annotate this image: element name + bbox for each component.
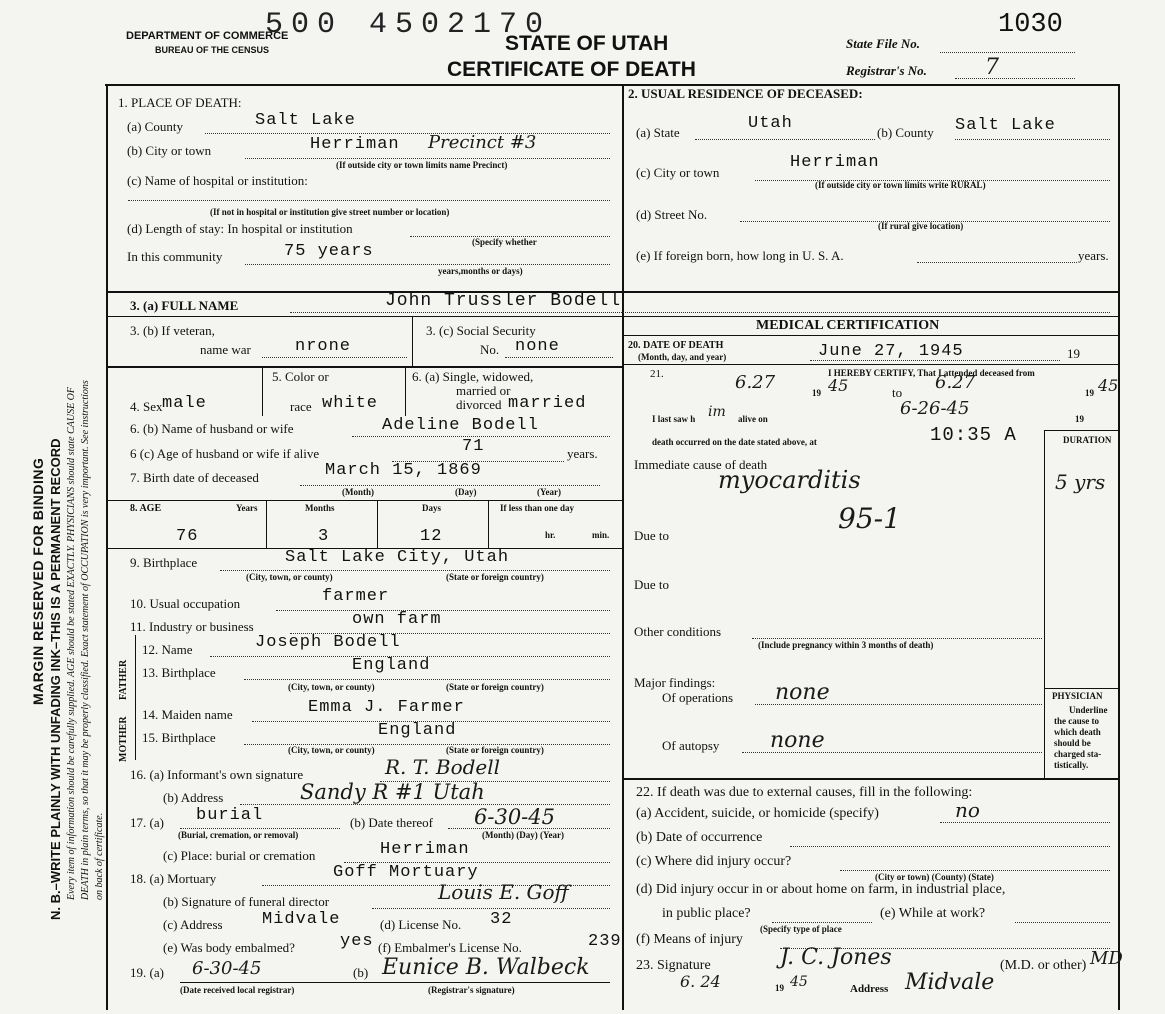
hr-label: hr. (545, 530, 556, 540)
ext-sig-yr: 45 (790, 974, 808, 990)
row-divider-name (108, 316, 1118, 317)
mother-bp-note-1: (City, town, or county) (288, 745, 375, 755)
dod: June 27, 1945 (818, 342, 964, 361)
last-saw-date: 6-26-45 (900, 398, 970, 419)
other-label: Other conditions (634, 624, 722, 639)
registrar-no-line (955, 78, 1075, 79)
director-label: (b) Signature of funeral director (163, 894, 330, 909)
ext-f-label: (f) Means of injury (636, 932, 743, 947)
to-19: 19 (1085, 388, 1094, 398)
last-saw-hw: im (708, 404, 726, 420)
dod-19: 19 (1067, 346, 1080, 361)
mother-name-label: 14. Maiden name (142, 707, 233, 722)
birth-d: (Day) (455, 487, 477, 497)
physician-top (1044, 688, 1118, 689)
to-label: to (892, 385, 903, 400)
embalmed: yes (340, 932, 374, 951)
birth: March 15, 1869 (325, 461, 482, 480)
father-tag: FATHER (118, 659, 129, 700)
age-box-top (108, 500, 622, 501)
mother-name: Emma J. Farmer (308, 698, 465, 717)
race: white (322, 394, 379, 413)
burial-date-note: (Month) (Day) (Year) (482, 830, 564, 840)
res-city: Herriman (790, 153, 880, 172)
marital-label-3: divorced (456, 397, 502, 412)
phys-note-5: tistically. (1054, 760, 1089, 770)
due-1-label: Due to (634, 528, 670, 543)
ext-a-label: (a) Accident, suicide, or homicide (specify) (636, 806, 879, 821)
fullname: John Trussler Bodell (385, 291, 622, 311)
burial-label: 17. (a) (130, 815, 164, 830)
margin-nb-text: N. B.–WRITE PLAINLY WITH UNFADING INK–THIS IS A PERMANENT RECORD (48, 438, 63, 920)
from-date: 6.27 (735, 372, 776, 393)
received-note-2: (Registrar's signature) (428, 985, 515, 995)
ext-e-label: (e) While at work? (880, 906, 986, 921)
certificate-number: 500 4502170 (265, 8, 552, 42)
registrar-number: 7 (985, 55, 999, 80)
bp-note-1: (City, town, or county) (246, 572, 333, 582)
other-note: (Include pregnancy within 3 months of death) (758, 640, 934, 650)
sex: male (162, 394, 207, 413)
bp-note-2: (State or foreign country) (446, 572, 544, 582)
age-div2 (377, 500, 378, 548)
res-foreign-years: years. (1078, 248, 1109, 263)
embalmed-label: (e) Was body embalmed? (163, 940, 295, 955)
marital-label-1: 6. (a) Single, widowed, (412, 369, 534, 384)
ext-d-note: (Specify type of place (760, 924, 842, 934)
time-label: death occurred on the date stated above, at (652, 437, 817, 447)
years-label: Years (236, 503, 258, 513)
ext-sig-date: 6. 24 (680, 972, 721, 991)
burial-date: 6-30-45 (474, 805, 555, 829)
received-label: 19. (a) (130, 965, 164, 980)
burial: burial (196, 806, 264, 825)
margin-instructions-3: on back of certificate. (94, 812, 105, 900)
informant-sig-label: 16. (a) Informant's own signature (130, 767, 304, 782)
ext-md: (M.D. or other) (1000, 958, 1087, 973)
pod-precinct: Precinct #3 (428, 132, 537, 153)
burial-note: (Burial, cremation, or removal) (178, 830, 299, 840)
cert-text: I HEREBY CERTIFY, That I attended deceased from (828, 368, 1035, 378)
res-street-label: (d) Street No. (636, 207, 708, 222)
pod-stay-note: (Specify whether (472, 237, 537, 247)
residence-heading: 2. USUAL RESIDENCE OF DECEASED: (628, 86, 863, 101)
father-bp-note-2: (State or foreign country) (446, 682, 544, 692)
res-city-note: (If outside city or town limits write RURAL) (815, 180, 986, 190)
pod-city-note: (If outside city or town limits name Precinct) (336, 160, 508, 170)
birth-y: (Year) (537, 487, 561, 497)
from-19: 19 (812, 388, 821, 398)
age-div1 (266, 500, 267, 548)
due-2-label: Due to (634, 577, 670, 592)
ssn-label: 3. (c) Social Security (426, 323, 536, 338)
ext-d-label-2: in public place? (662, 906, 751, 921)
ext-sig-19: 19 (775, 983, 784, 993)
time: 10:35 A (930, 424, 1017, 446)
res-state-label: (a) State (636, 125, 680, 140)
war-label: name war (200, 342, 251, 357)
father-bp-label: 13. Birthplace (142, 665, 216, 680)
mother-bp: England (378, 721, 457, 740)
ssn: none (515, 337, 560, 356)
dept-label: DEPARTMENT OF COMMERCE (126, 30, 289, 42)
spouse: Adeline Bodell (382, 416, 539, 435)
informant-addr: Sandy R #1 Utah (300, 780, 485, 804)
physician-box: PHYSICIAN (1052, 691, 1103, 701)
veteran-label: 3. (b) If veteran, (130, 323, 215, 338)
to-date: 6.27 (935, 372, 976, 393)
external-heading: 22. If death was due to external causes, fill in the following: (636, 785, 973, 800)
informant-addr-label: (b) Address (163, 790, 224, 805)
pod-community-label: In this community (127, 249, 223, 264)
birth-m: (Month) (342, 487, 374, 497)
embalmer-label: (f) Embalmer's License No. (378, 940, 522, 955)
duration-label: DURATION (1063, 435, 1112, 445)
row-divider-vet (108, 366, 622, 368)
director: Louis E. Goff (438, 880, 569, 904)
ssn-no-label: No. (480, 342, 500, 357)
sex-divider2 (405, 368, 406, 416)
pod-county: Salt Lake (255, 111, 356, 130)
last-saw-label: I last saw h (652, 414, 696, 424)
marital-label-2: married or (456, 383, 511, 398)
father-name-label: 12. Name (142, 642, 193, 657)
pod-stay-label: (d) Length of stay: In hospital or institution (127, 221, 353, 236)
med-heading-line (624, 335, 1118, 336)
external-line (624, 778, 1118, 780)
mother-bp-note-2: (State or foreign country) (446, 745, 544, 755)
frame-right (1118, 84, 1120, 1010)
res-street-note: (If rural give location) (878, 221, 964, 231)
last-saw-19: 19 (1075, 414, 1084, 424)
place-of-death-heading: 1. PLACE OF DEATH: (118, 95, 242, 110)
lessday-label: If less than one day (500, 503, 575, 513)
industry: own farm (352, 610, 442, 629)
phys-note-4: charged sta- (1054, 749, 1102, 759)
spouse-age-unit: years. (567, 446, 598, 461)
margin-binding-text: MARGIN RESERVED FOR BINDING (30, 457, 46, 705)
mother-bp-label: 15. Birthplace (142, 730, 216, 745)
received-note-1: (Date received local registrar) (180, 985, 295, 995)
birthplace-label: 9. Birthplace (130, 555, 198, 570)
center-divider (622, 86, 624, 1010)
maddr: Midvale (262, 910, 341, 929)
maddr-label: (c) Address (163, 917, 223, 932)
res-county: Salt Lake (955, 116, 1056, 135)
burial-date-label: (b) Date thereof (350, 815, 434, 830)
occupation: farmer (322, 587, 390, 606)
pod-city: Herriman (310, 135, 400, 154)
spouse-age: 71 (462, 437, 485, 456)
father-name: Joseph Bodell (255, 633, 401, 652)
birthplace: Salt Lake City, Utah (285, 548, 510, 567)
ext-c-label: (c) Where did injury occur? (636, 854, 792, 869)
res-county-label: (b) County (877, 125, 934, 140)
war: nrone (295, 337, 352, 356)
dod-label: 20. DATE OF DEATH (628, 340, 724, 351)
ext-a: no (955, 798, 980, 822)
pod-community: 75 years (284, 242, 374, 261)
ext-addr-label: Address (850, 983, 889, 995)
received-b: (b) (353, 965, 369, 980)
min-label: min. (592, 530, 610, 540)
age-label: 8. AGE (130, 503, 162, 514)
ext-sig: J. C. Jones (780, 945, 892, 970)
pod-county-label: (a) County (127, 119, 183, 134)
vet-divider (412, 317, 413, 366)
frame-left (106, 84, 108, 1010)
code: 95-1 (838, 502, 901, 535)
mother-tag: MOTHER (118, 716, 129, 762)
race-label: race (290, 399, 312, 414)
res-city-label: (c) City or town (636, 165, 720, 180)
birth-label: 7. Birth date of deceased (130, 470, 259, 485)
phys-note-2: which death (1054, 727, 1101, 737)
registrar-sig: Eunice B. Walbeck (382, 955, 590, 980)
age-div3 (488, 500, 489, 548)
pod-community-note: years,months or days) (438, 266, 523, 276)
father-bp-note-1: (City, town, or county) (288, 682, 375, 692)
fullname-label: 3. (a) FULL NAME (130, 298, 239, 313)
phys-note-1: the cause to (1054, 716, 1099, 726)
received-date: 6-30-45 (192, 958, 262, 979)
pod-hospital-label: (c) Name of hospital or institution: (127, 173, 308, 188)
state-file-number: 1030 (998, 10, 1063, 40)
duration-col (1044, 430, 1045, 778)
sex-divider1 (262, 368, 263, 416)
res-foreign-label: (e) If foreign born, how long in U. S. A. (636, 248, 844, 263)
operations-label: Of operations (662, 690, 734, 705)
embalmer: 239 (588, 932, 622, 951)
days-label: Days (422, 503, 442, 513)
ext-c-note: (City or town) (County) (State) (875, 872, 994, 882)
age-months: 3 (318, 527, 330, 546)
med-row-line (624, 364, 1118, 365)
autopsy: none (770, 728, 825, 753)
ext-md-hw: MD (1090, 948, 1123, 969)
dod-note: (Month, day, and year) (638, 352, 727, 362)
age-years: 76 (176, 527, 199, 546)
ext-sig-label: 23. Signature (636, 958, 711, 973)
c21-label: 21. (650, 368, 664, 380)
mortuary-label: 18. (a) Mortuary (130, 871, 217, 886)
immediate: myocarditis (718, 466, 861, 494)
operations: none (775, 680, 830, 705)
registrar-no-label: Registrar's No. (846, 63, 927, 78)
license: 32 (490, 910, 513, 929)
duration-1: 5 yrs (1055, 470, 1106, 494)
place-label: (c) Place: burial or cremation (163, 848, 316, 863)
age-days: 12 (420, 527, 443, 546)
parents-bracket (135, 635, 136, 760)
phys-note-3: should be (1054, 738, 1091, 748)
form-title: CERTIFICATE OF DEATH (447, 58, 696, 81)
ext-addr: Midvale (905, 970, 995, 995)
months-label: Months (305, 503, 335, 513)
frame-top (105, 84, 1120, 86)
to-yr: 45 (1098, 376, 1119, 395)
informant-sig: R. T. Bodell (385, 755, 501, 779)
state-file-label: State File No. (846, 36, 921, 51)
alive-label: alive on (738, 414, 768, 424)
state-title: STATE OF UTAH (505, 32, 669, 55)
place: Herriman (380, 840, 470, 859)
license-label: (d) License No. (380, 917, 462, 932)
autopsy-label: Of autopsy (662, 738, 720, 753)
duration-top (1044, 430, 1118, 431)
pod-city-label: (b) City or town (127, 143, 212, 158)
pod-hospital-note: (If not in hospital or institution give street number or location) (210, 207, 450, 217)
sex-label: 4. Sex (130, 399, 163, 414)
margin-instructions-1: Every item of information should be carefully supplied. AGE should be stated EXACTLY. PHYSICIANS should state CAUSE OF (66, 386, 77, 900)
mortuary: Goff Mortuary (333, 863, 479, 882)
father-bp: England (352, 656, 431, 675)
ext-d-label: (d) Did injury occur in or about home on farm, in industrial place, (636, 882, 1006, 897)
ext-b-label: (b) Date of occurrence (636, 830, 763, 845)
immediate-label: Immediate cause of death (634, 457, 768, 472)
from-yr: 45 (828, 376, 849, 395)
phys-note-0: Underline (1069, 705, 1108, 715)
marital: married (508, 394, 587, 413)
state-file-line (940, 52, 1075, 53)
major-label: Major findings: (634, 675, 716, 690)
bureau-label: BUREAU OF THE CENSUS (155, 45, 270, 55)
margin-instructions-2: DEATH in plain terms, so that it may be properly classified. Exact statement of OCCUPATION is very important. See instructions (80, 380, 91, 900)
medical-heading: MEDICAL CERTIFICATION (756, 318, 940, 333)
spouse-label: 6. (b) Name of husband or wife (130, 421, 294, 436)
res-state: Utah (748, 114, 793, 133)
spouse-age-label: 6 (c) Age of husband or wife if alive (130, 446, 320, 461)
occupation-label: 10. Usual occupation (130, 596, 241, 611)
industry-label: 11. Industry or business (130, 619, 254, 634)
color-label: 5. Color or (272, 369, 329, 384)
